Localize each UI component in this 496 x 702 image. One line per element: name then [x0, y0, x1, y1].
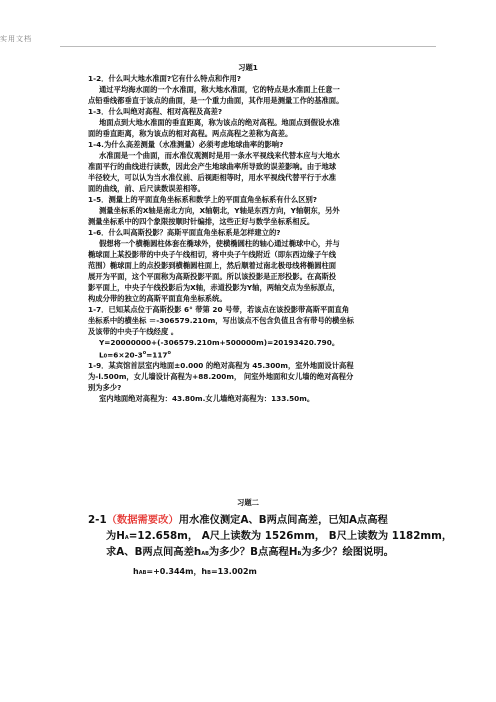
header-title: 实用文档	[0, 35, 32, 43]
answer-1-4-line: 面的曲线，前、后尺读数误差相等。	[88, 184, 205, 193]
answer-1-6-line: 椭球面上某投影带的中央子午线相切，将中央子午线附近（即东西边缘子午线	[88, 250, 337, 259]
answer-1-6-line: 范围）椭球面上的点投影到横椭圆柱面上，然后顺着过南北极母线将椭圆柱面	[88, 261, 337, 270]
subscript: AB	[138, 570, 147, 576]
subscript: A	[124, 535, 129, 541]
answer-2-1	[133, 566, 257, 579]
answer-1-5-line: 测量坐标系的X轴是南北方向，X轴朝北，Y轴是东西方向，Y轴朝东，另外	[99, 206, 340, 215]
answer-1-2-line: 点铅垂线都垂直于该点的曲面，是一个重力曲面，其作用是测量工作的基准面。	[88, 96, 344, 105]
longitude-expression: =6×20-3	[107, 350, 143, 360]
question-2-1-line	[106, 544, 394, 562]
answer-1-6-line: 展开为平面，这个平面称为高斯投影平面。所以该投影是正形投影。在高斯投	[88, 272, 337, 281]
answer-1-4-line: 水准面是一个曲面，而水准仪观测时是用一条水平视线来代替本应与大地水	[99, 151, 340, 160]
question-1-9-line: 别为多少?	[88, 383, 122, 392]
question-1-9-line: 1-9．某宾馆首层室内地面±0.000 的绝对高程为 45.300m，室外地面设计高程	[88, 361, 354, 370]
answer-1-5-line: 测量坐标系中的四个象限按顺时针编排，这些正好与数学坐标系相反。	[88, 217, 315, 226]
question-2-1-line	[88, 512, 388, 528]
answer-1-2-line: 通过平均海水面的一个水准面，称大地水准面，它的特点是水准面上任意一	[99, 85, 340, 94]
answer-1-6-line: 假想将一个横椭圆柱体套在椭球外，使横椭圆柱的轴心通过椭球中心，并与	[99, 239, 340, 248]
subscript: B	[207, 570, 211, 576]
question-2-1-text: 为多少？B点高程H	[208, 546, 298, 558]
question-1-3: 1-3．什么叫绝对高程、相对高程及高差?	[88, 107, 223, 116]
longitude-symbol: L	[99, 350, 104, 360]
exercise1-heading: 习题1	[238, 63, 258, 72]
question-2-1-number: 2-1	[88, 514, 107, 526]
answer-1-3-line: 面的垂直距离，称为该点的相对高程。两点高程之差称为高差。	[88, 129, 293, 138]
question-1-9-line: 为-l.500m，女儿墙设计高程为+88.200m， 问室外地面和女儿墙的绝对高程分	[88, 372, 354, 381]
question-2-1-text: 用水准仪测定A、B两点间高差，已知A点高程	[178, 514, 388, 526]
subscript: B	[297, 551, 302, 557]
answer-1-4-line: 准面平行的曲线进行读数，因此会产生地球曲率所导致的误差影响。由于地球	[88, 162, 337, 171]
longitude-result: =117	[146, 350, 168, 360]
answer-2-1-text: =+0.344m，h	[146, 567, 208, 576]
longitude-subscript: 0	[103, 353, 108, 360]
question-2-1-text: =12.658m， A尺上读数为 1526mm， B尺上读数为 1182mm，	[128, 530, 453, 542]
answer-1-7-y: Y=20000000+(-306579.210m+500000m)=20193420.790。	[99, 338, 340, 347]
degree-mark: o	[142, 350, 147, 356]
question-1-4: 1-4.为什么高差测量（水准测量）必须考虑地球曲率的影响?	[88, 140, 284, 149]
question-1-7-line: 1-7．已知某点位于高斯投影 6° 带第 20 号带，若该点在该投影带高斯平面直角	[88, 305, 350, 314]
subscript: AB	[201, 551, 209, 557]
question-1-7-line: 坐标系中的横坐标 ＝-306579.210m，写出该点不包含负值且含有带号的横坐标	[88, 316, 354, 325]
question-2-1-text: 求A、B两点间高差h	[106, 546, 202, 558]
question-1-5: 1-5．测量上的平面直角坐标系和数学上的平面直角坐标系有什么区别?	[88, 195, 318, 204]
question-1-6: 1-6．什么叫高斯投影？高斯平面直角坐标系是怎样建立的?	[88, 228, 281, 237]
data-change-note: （数据需要改）	[106, 514, 179, 526]
degree-mark: o	[167, 350, 171, 356]
question-1-7-line: 及该带的中央子午线经度 。	[88, 327, 179, 336]
header-divider	[60, 46, 436, 47]
answer-2-1-text: =13.002m	[210, 567, 257, 576]
answer-1-6-line: 影平面上，中央子午线投影后为X轴，赤道投影为Y轴，两轴交点为坐标原点，	[88, 283, 340, 292]
answer-1-4-line: 半径较大，可以认为当水准仪前、后视距相等时，用水平视线代替平行于水准	[88, 173, 337, 182]
exercise2-heading: 习题二	[237, 498, 259, 507]
answer-1-3-line: 地面点到大地水准面的垂直距离，称为该点的绝对高程。地面点到假设水准	[99, 118, 340, 127]
question-1-2: 1-2．什么叫大地水准面?它有什么特点和作用?	[88, 74, 241, 83]
question-2-1-text: 为H	[106, 530, 125, 542]
question-2-1-text: 为多少？绘图说明。	[301, 546, 394, 558]
answer-1-9: 室内地面绝对高程为：43.80m.女儿墙绝对高程为：133.50m。	[99, 394, 315, 403]
answer-1-6-line: 构成分带的独立的高斯平面直角坐标系统。	[88, 294, 227, 303]
answer-2-1-text: h	[133, 567, 139, 576]
